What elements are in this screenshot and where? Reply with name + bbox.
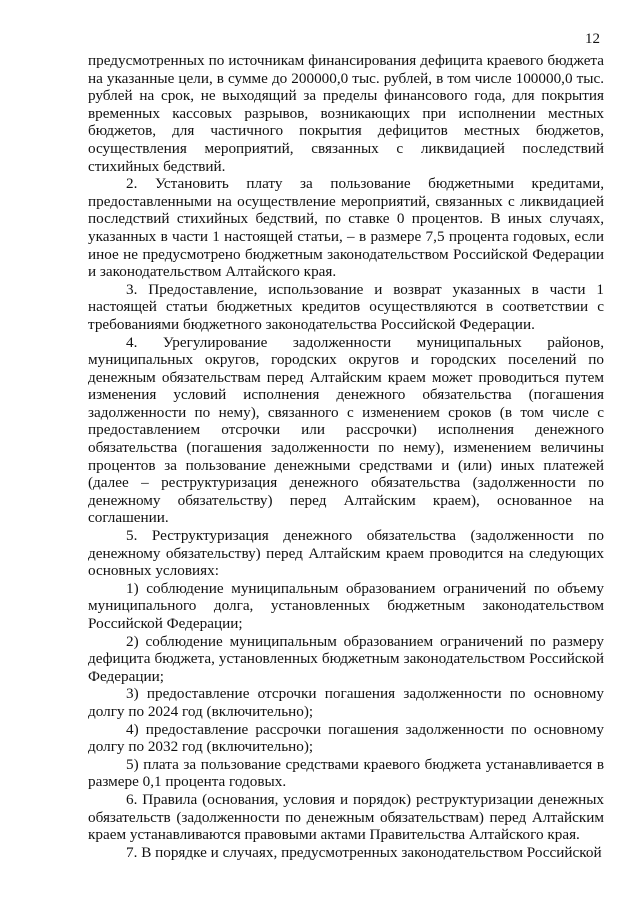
paragraph-2: 2. Установить плату за пользование бюджетными кредитами, предоставленными на осуществление мероприятий, связанных с ликвидацией последствий стихийных бедствий, по ставке 0 процентов. В иных случаях, указанных в части 1 настоящей статьи, – в размере 7,5 процента годовых, если иное не предусмотрено бюджетным законодательством Российской Федерации и законодательством Алтайского края. [88, 175, 604, 281]
paragraph-6: 6. Правила (основания, условия и порядок) реструктуризации денежных обязательств (задолженности по денежным обязательствам) перед Алтайским краем устанавливаются правовыми актами Правительства Алтайского края. [88, 790, 604, 844]
paragraph-5: 5. Реструктуризация денежного обязательства (задолженности по денежному обязательству) перед Алтайским краем проводится на следующих основных условиях: [88, 527, 604, 580]
paragraph-5-item-1: 1) соблюдение муниципальным образованием ограничений по объему муниципального долга, установленных бюджетным законодательством Российской Федерации; [88, 579, 604, 632]
paragraph-3: 3. Предоставление, использование и возврат указанных в части 1 настоящей статьи бюджетных кредитов осуществляются в соответствии с требованиями бюджетного законодательства Российской Федерации. [88, 280, 604, 333]
document-body [88, 52, 604, 861]
page-number: 12 [585, 31, 600, 47]
paragraph-continuation: предусмотренных по источникам финансирования дефицита краевого бюджета на указанные цели, в сумме до 200000,0 тыс. рублей, в том числе 100000,0 тыс. рублей на срок, не выходящий за пределы финансового года, для покрытия временных кассовых разрывов, возникающих при исполнении местных бюджетов, для частичного покрытия дефицитов местных бюджетов, осуществления мероприятий, связанных с ликвидацией последствий стихийных бедствий. [88, 52, 604, 175]
paragraph-5-item-3: 3) предоставление отсрочки погашения задолженности по основному долгу по 2024 год (включительно); [88, 685, 604, 720]
paragraph-4: 4. Урегулирование задолженности муниципальных районов, муниципальных округов, городских округов и городских поселений по денежным обязательствам перед Алтайским краем может проводиться путем изменения условий исполнения денежного обязательства (погашения задолженности по нему), связанного с изменением сроков (в том числе с предоставлением отсрочки или рассрочки) исполнения денежного обязательства (погашения задолженности по нему), изменением величины процентов за пользование денежными средствами и (или) иных платежей (далее – реструктуризация денежного обязательства (задолженности по денежному обязательству) перед Алтайским краем), основанное на соглашении. [88, 333, 604, 527]
paragraph-7: 7. В порядке и случаях, предусмотренных законодательством Российской [126, 843, 602, 861]
paragraph-5-item-4: 4) предоставление рассрочки погашения задолженности по основному долгу по 2032 год (включительно); [88, 720, 604, 756]
paragraph-5-item-5: 5) плата за пользование средствами краевого бюджета устанавливается в размере 0,1 процента годовых. [88, 755, 604, 791]
paragraph-5-item-2: 2) соблюдение муниципальным образованием ограничений по размеру дефицита бюджета, установленных бюджетным законодательством Российской Федерации; [88, 632, 604, 685]
